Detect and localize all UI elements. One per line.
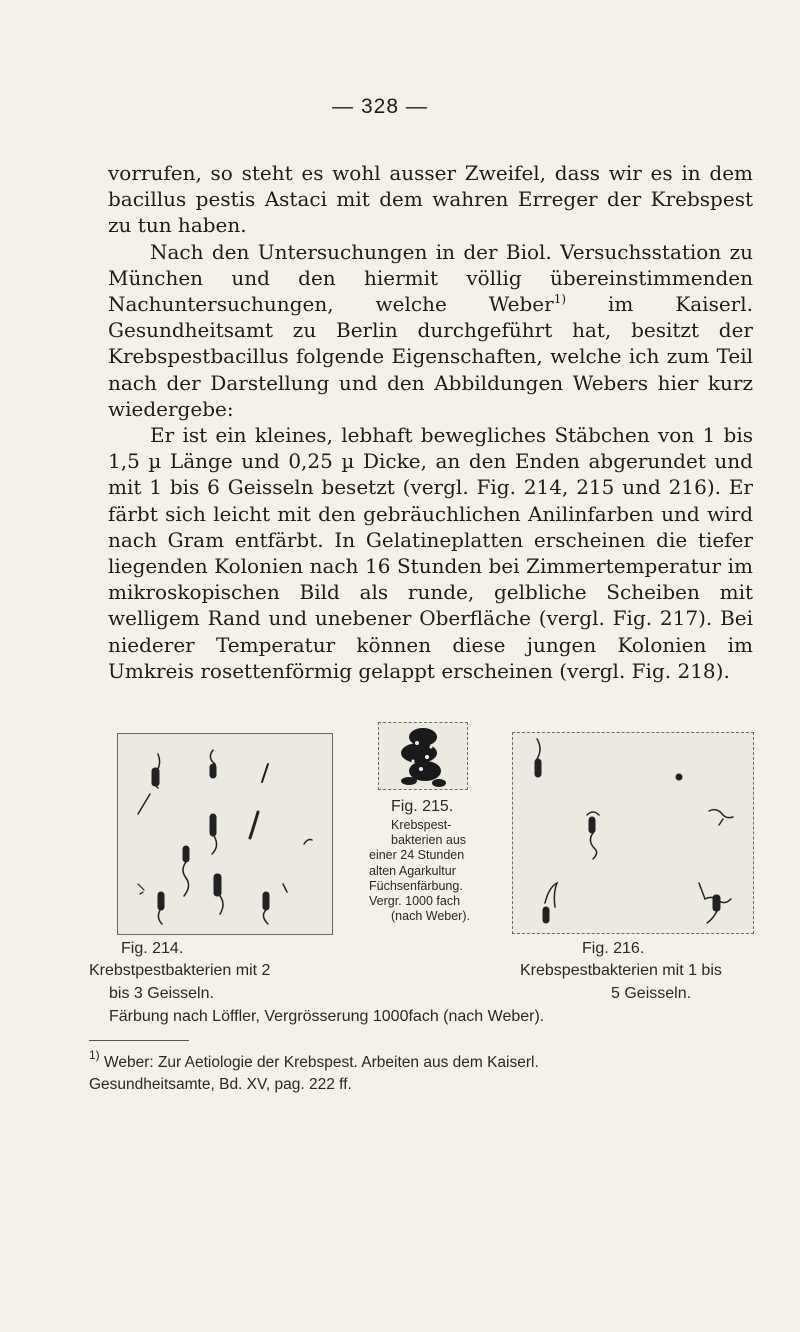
figure-216-title: Fig. 216.: [582, 940, 645, 957]
figure-214-title: Fig. 214.: [121, 940, 184, 957]
figure-216-caption-line-1: Krebspestbakterien mit 1 bis: [520, 962, 722, 979]
footnote-reference: 1): [553, 292, 567, 307]
footnote-line-2: Gesundheitsamte, Bd. XV, pag. 222 ff.: [89, 1076, 352, 1093]
figure-214-caption-line-1: Krebstpestbakterien mit 2: [89, 962, 271, 979]
figure-216-caption-line-2: 5 Geisseln.: [611, 985, 692, 1002]
page-number: — 328 —: [332, 95, 428, 118]
paragraph-2: Nach den Untersuchungen in der Biol. Versuchsstation zu München und den hiermit völlig übereinstimmenden Nachuntersuchungen, welche Weber$^{1)}$ im Kaiserl. Gesundheitsamt zu Berlin durchgeführt hat, besitzt der Krebspestbacillus folgende Eigenschaften, welche ich zum Teil nach der Darstellung und den Abbildungen Webers hier kurz wiedergebe:: [108, 239, 753, 421]
figure-215-caption-line: Vergr. 1000 fach: [369, 894, 461, 909]
figure-215-caption: [369, 796, 519, 924]
footnote: [89, 1048, 769, 1096]
figure-214-caption-line-2: bis 3 Geisseln.: [109, 985, 214, 1002]
footnote-marker: 1): [89, 1048, 100, 1062]
shared-figure-caption: Färbung nach Löffler, Vergrösserung 1000fach (nach Weber).: [109, 1008, 545, 1025]
body-text: [108, 160, 753, 684]
figure-215-caption-line: einer 24 Stunden: [369, 848, 465, 863]
bacteria-cluster-illustration-215: [379, 723, 467, 789]
figure-215-caption-line: Füchsenfärbung.: [369, 878, 463, 893]
figure-215-caption-line: bakterien aus: [391, 833, 467, 848]
bacteria-illustration-216: [513, 733, 753, 933]
paragraph-1: vorrufen, so steht es wohl ausser Zweifel, dass wir es in dem bacillus pestis Astaci mit dem wahren Erreger der Krebspest zu tun haben.: [108, 161, 753, 238]
figure-215-title: Fig. 215.: [391, 798, 454, 815]
figure-215-caption-line: (nach Weber).: [391, 909, 470, 924]
paragraph-3: Er ist ein kleines, lebhaft bewegliches Stäbchen von 1 bis 1,5 µ Länge und 0,25 µ Dicke, an den Enden abgerundet und mit 1 bis 6 Geisseln besetzt (vergl. Fig. 214, 215 und 216). Er färbt sich leicht mit den gebräuchlichen Anilinfarben und wird nach Gram entfärbt. In Gelatineplatten erscheinen die tiefer liegenden Kolonien nach 16 Stunden bei Zimmertemperatur im mikroskopischen Bild als runde, gelbliche Scheiben mit welligem Rand und unebener Oberfläche (vergl. Fig. 217). Bei niederer Temperatur können diese jungen Kolonien im Umkreis rosettenförmig gelappt erscheinen (vergl. Fig. 218).: [108, 423, 753, 683]
figure-216-image: [512, 732, 754, 934]
figure-215-caption-line: Krebspest-: [391, 818, 452, 832]
footnote-line-1: $^{1)}$ Weber: Zur Aetiologie der Krebspest. Arbeiten aus dem Kaiserl.: [89, 1048, 539, 1071]
figure-215-caption-line: alten Agarkultur: [369, 863, 456, 878]
bacteria-illustration-214: [118, 734, 332, 934]
figure-214-image: [117, 733, 333, 935]
footnote-divider: [89, 1040, 189, 1041]
figure-215-image: [378, 722, 468, 790]
